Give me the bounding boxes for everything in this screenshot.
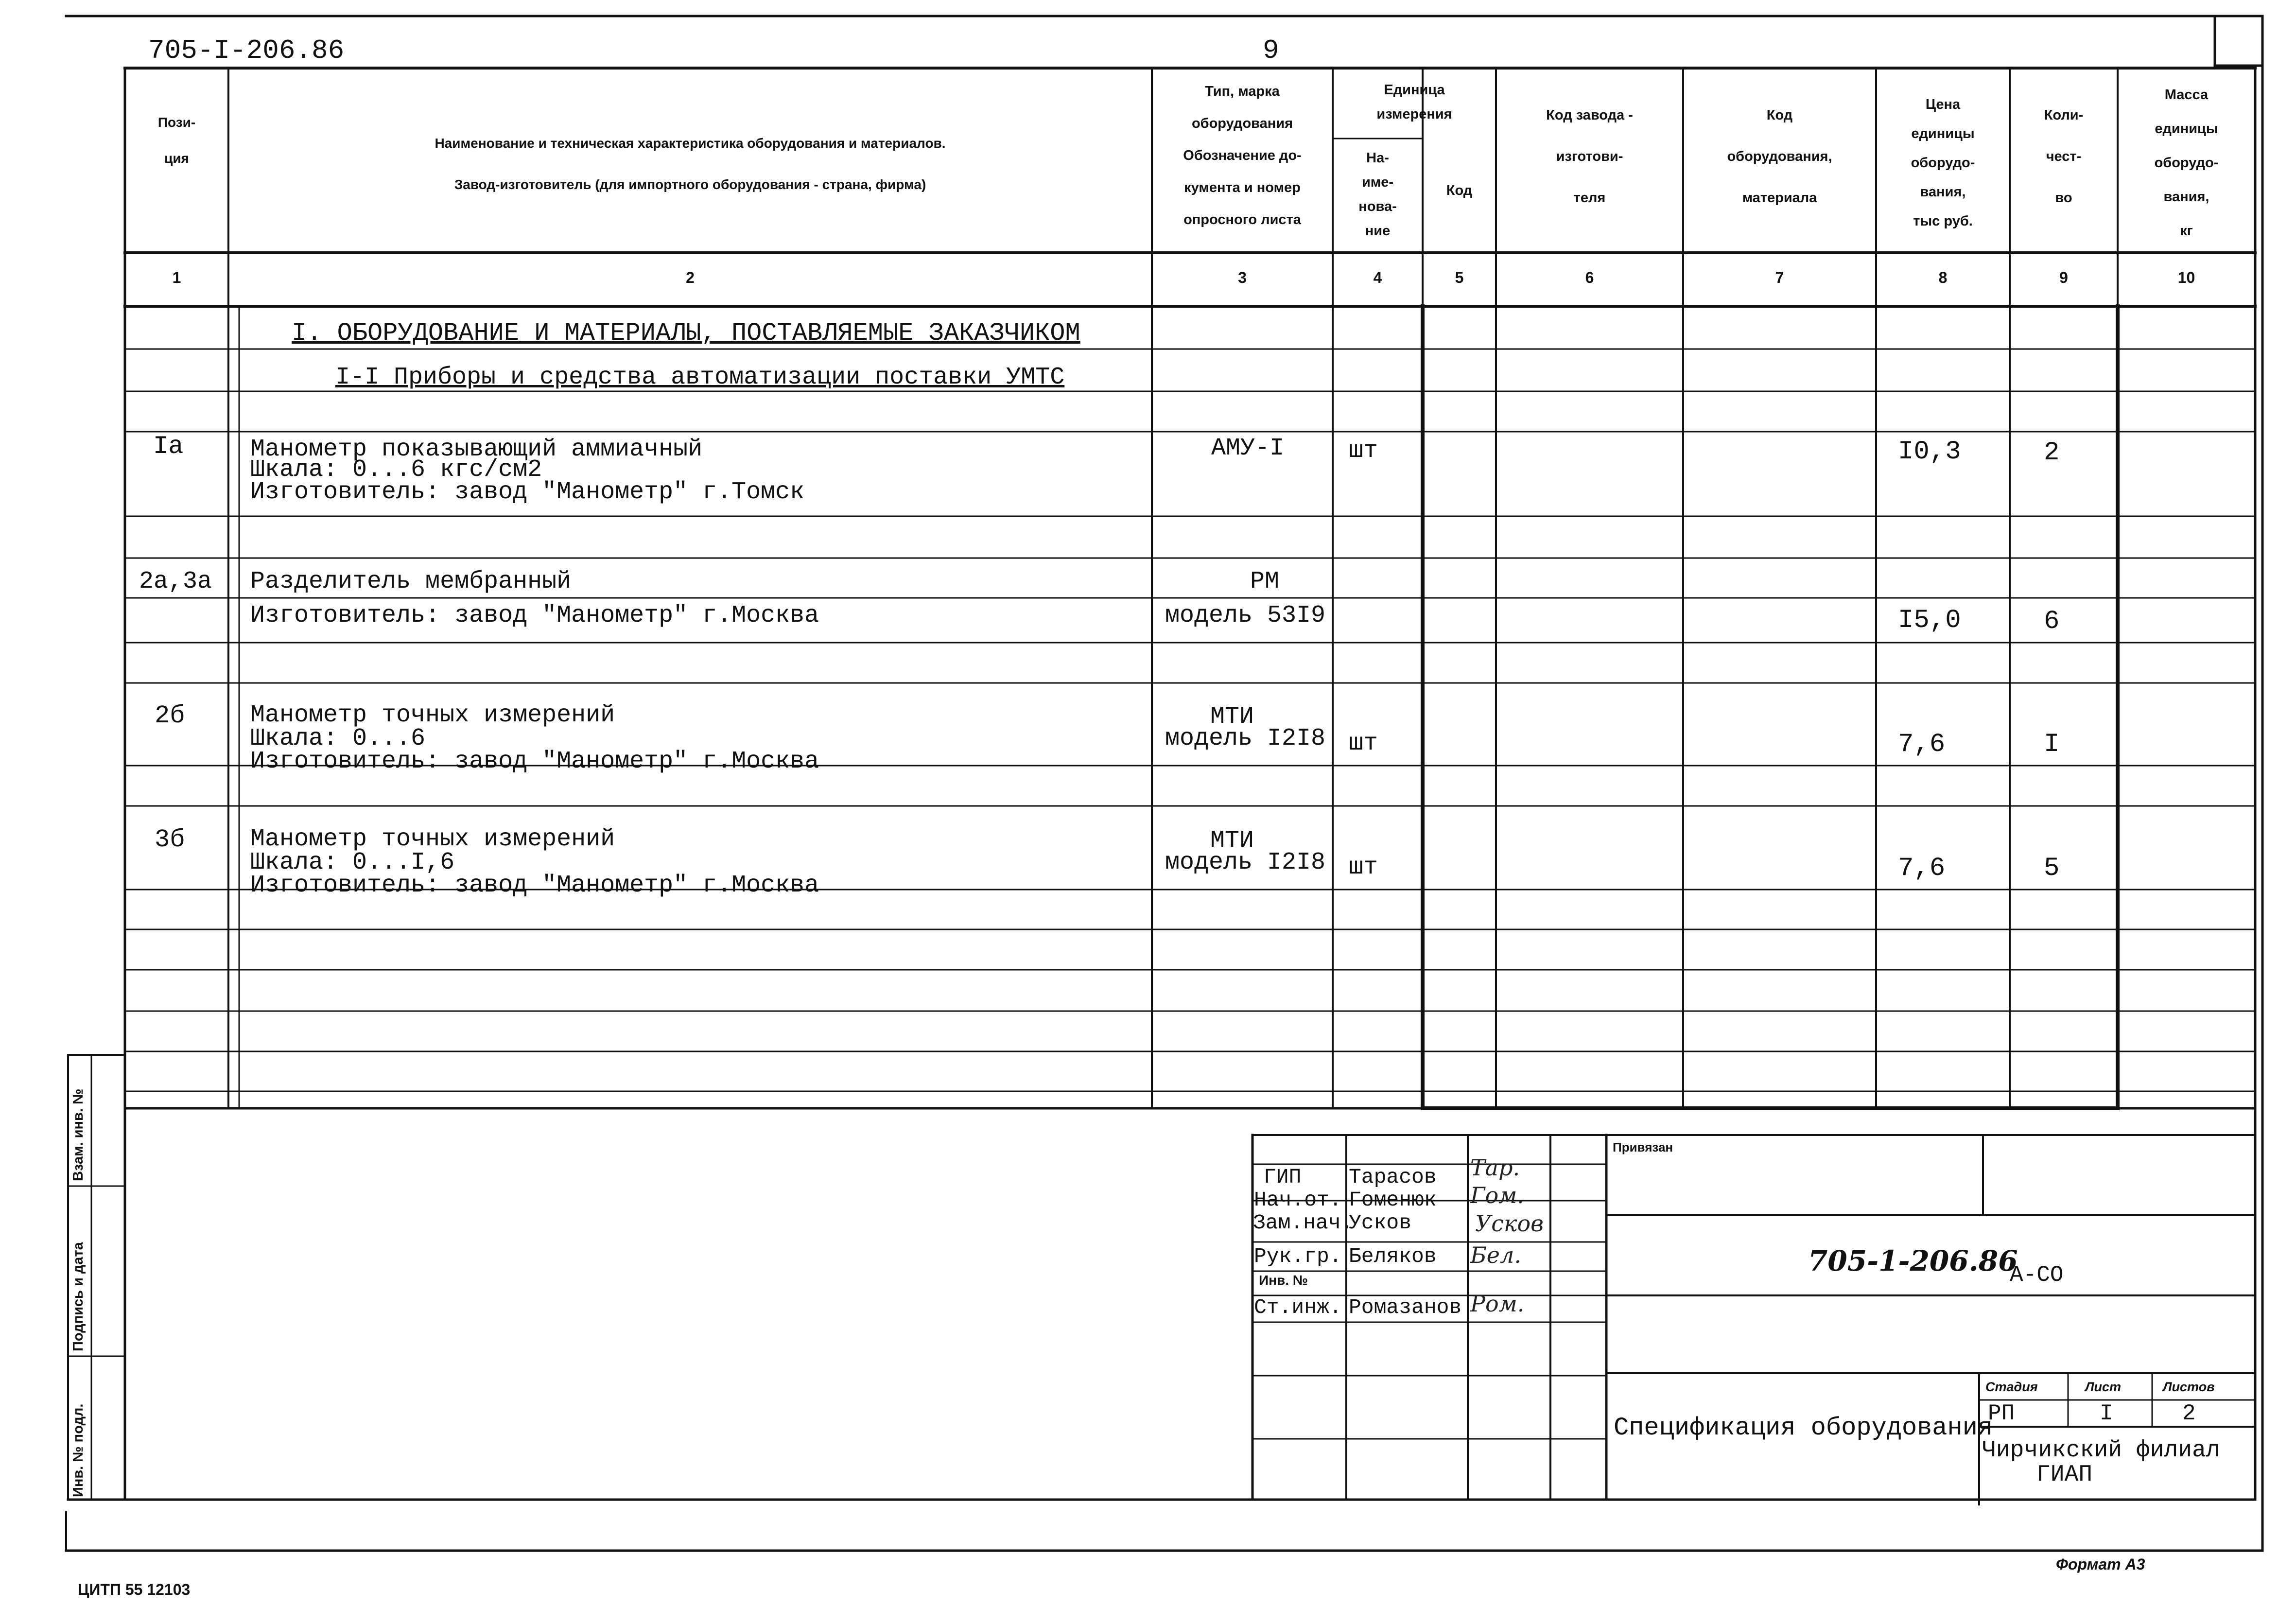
item-maker: Изготовитель: завод "Манометр" г.Томск (250, 478, 805, 506)
item-name: Разделитель мембранный (250, 568, 572, 595)
header-unit-group: Единица измерения (1376, 82, 1452, 122)
item-qty: 2 (2044, 438, 2060, 468)
item-name: Манометр точных измерений (250, 825, 615, 853)
col-number: 4 (1373, 269, 1382, 286)
document-title: Спецификация оборудования (1614, 1414, 1993, 1442)
role-deputy-head: Зам.нач. (1253, 1211, 1354, 1235)
section-title: I. ОБОРУДОВАНИЕ И МАТЕРИАЛЫ, ПОСТАВЛЯЕМЫЕ ЗАКАЗЧИКОМ (292, 319, 1080, 348)
name-romazanov: Ромазанов (1349, 1295, 1462, 1319)
header-col3: Тип, марка оборудования Обозначение до- кумента и номер опросного листа (1183, 84, 1302, 227)
item-type: МТИ (1210, 827, 1254, 855)
name-tarasov: Тарасов (1349, 1165, 1437, 1189)
stage-value: РП (1988, 1401, 2015, 1426)
sheets-label: Листов (2163, 1380, 2215, 1394)
col-number: 1 (172, 269, 181, 286)
org-name-2: ГИАП (2036, 1462, 2093, 1488)
item-maker: Изготовитель: завод "Манометр" г.Москва (250, 602, 819, 629)
role-group-lead: Рук.гр. (1254, 1244, 1342, 1268)
signature: Ром. (1470, 1291, 1525, 1317)
item-spec: Шкала: 0...6 (250, 725, 426, 752)
item-position: Iа (153, 432, 184, 461)
item-price: I5,0 (1898, 606, 1961, 635)
name-belyakov: Беляков (1349, 1244, 1437, 1268)
item-type: РМ (1250, 568, 1280, 595)
signature: Усков (1475, 1210, 1544, 1237)
signature: Тар. (1470, 1154, 1520, 1181)
header-col7: Код оборудования, материала (1727, 107, 1832, 206)
item-name: Манометр показывающий аммиачный (250, 436, 703, 463)
header-col9: Коли- чест- во (2044, 107, 2084, 206)
header-col5: Код (1446, 183, 1473, 198)
item-model: модель I2I8 (1165, 849, 1326, 876)
item-qty: 6 (2044, 607, 2060, 636)
name-gomenyuk: Гоменюк (1349, 1188, 1437, 1212)
item-qty: 5 (2044, 854, 2060, 883)
header-col4: На- име- нова- ние (1358, 150, 1397, 239)
item-unit: шт (1349, 854, 1378, 881)
col-number: 8 (1938, 269, 1948, 286)
side-stamp-signature-date: Подпись и дата (70, 1242, 86, 1351)
title-doc-code: 705-1-206.86 (1808, 1244, 2018, 1277)
item-qty: I (2044, 730, 2060, 759)
item-price: I0,3 (1898, 437, 1961, 467)
signature: Бел. (1470, 1242, 1521, 1268)
item-unit: шт (1349, 730, 1378, 757)
item-price: 7,6 (1898, 854, 1946, 883)
bottom-code: ЦИТП 55 12103 (78, 1581, 191, 1598)
subsection-title: I-I Приборы и средства автоматизации поставки УМТС (335, 364, 1065, 391)
col-number: 2 (686, 269, 695, 286)
item-price: 7,6 (1898, 730, 1946, 759)
role-gip: ГИП (1264, 1165, 1302, 1189)
header-col1: Пози- ция (157, 115, 196, 166)
item-maker: Изготовитель: завод "Манометр" г.Москва (250, 872, 819, 899)
item-model: модель 53I9 (1165, 602, 1326, 629)
item-spec: Шкала: 0...6 кгс/см2 (250, 456, 542, 484)
item-position: 2а,3а (139, 568, 212, 595)
header-col8: Цена единицы оборудо- вания, тыс руб. (1911, 97, 1975, 229)
format-label: Формат А3 (2056, 1556, 2145, 1573)
item-maker: Изготовитель: завод "Манометр" г.Москва (250, 748, 819, 775)
item-position: 3б (155, 825, 185, 854)
item-unit: шт (1349, 437, 1378, 465)
header-col10: Масса единицы оборудо- вания, кг (2154, 87, 2219, 239)
item-spec: Шкала: 0...I,6 (250, 849, 455, 876)
doc-code-top: 705-I-206.86 (148, 35, 345, 66)
role-inv-no: Инв. № (1259, 1273, 1308, 1288)
item-name: Манометр точных измерений (250, 701, 615, 729)
item-position: 2б (155, 701, 185, 730)
page-number: 9 (1263, 35, 1279, 66)
item-type: АМУ-I (1211, 435, 1285, 462)
col-number: 5 (1455, 269, 1464, 286)
sheet-value: I (2100, 1401, 2113, 1426)
item-type: МТИ (1210, 703, 1254, 731)
org-name: Чирчикский филиал (1982, 1437, 2220, 1464)
col-number: 3 (1238, 269, 1247, 286)
name-uskov: Усков (1349, 1211, 1412, 1235)
side-stamp-replaced-inv: Взам. инв. № (70, 1088, 86, 1181)
item-model: модель I2I8 (1165, 725, 1326, 752)
col-number: 9 (2059, 269, 2068, 286)
side-stamp-original-inv: Инв. № подл. (70, 1403, 86, 1497)
sheets-value: 2 (2182, 1401, 2196, 1426)
header-col6: Код завода - изготови- теля (1546, 107, 1633, 206)
signature: Гом. (1470, 1182, 1524, 1208)
title-doc-suffix: А-СО (2010, 1262, 2064, 1288)
bound-label: Привязан (1613, 1140, 1673, 1154)
stage-label: Стадия (1985, 1380, 2038, 1394)
header-col2: Наименование и техническая характеристика оборудования и материалов. Завод-изготовитель (для импортного оборудования - страна, фирма) (435, 136, 946, 192)
role-senior-engineer: Ст.инж. (1254, 1295, 1342, 1319)
sheet-label: Лист (2085, 1380, 2122, 1394)
role-dept-head: Нач.от. (1254, 1188, 1342, 1212)
col-number: 7 (1775, 269, 1784, 286)
col-number: 10 (2177, 269, 2195, 286)
col-number: 6 (1585, 269, 1594, 286)
